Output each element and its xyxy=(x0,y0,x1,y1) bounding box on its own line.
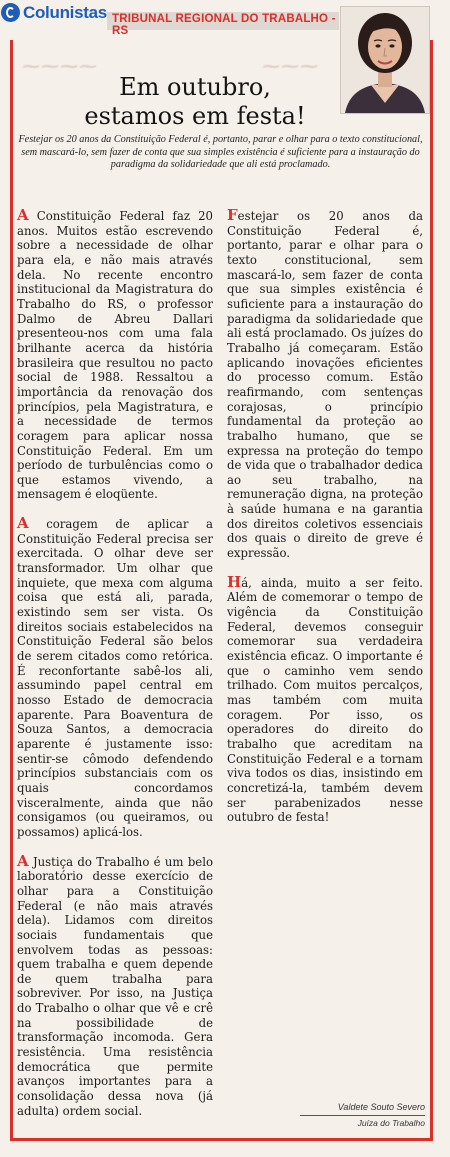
drop-cap: A xyxy=(17,851,29,870)
show-through-text-left: ⁓⁓⁓⁓ xyxy=(22,56,98,77)
paragraph-2 xyxy=(17,516,213,839)
paragraph-1 xyxy=(17,208,213,502)
author-signature xyxy=(300,1102,425,1128)
headline-line-2: estamos em festa! xyxy=(84,102,306,131)
tribunal-label: TRIBUNAL REGIONAL DO TRABALHO - RS xyxy=(112,13,336,37)
text-column-right xyxy=(227,208,423,839)
paragraph-5 xyxy=(227,572,423,825)
drop-cap: A xyxy=(17,514,29,533)
colunistas-logo-icon xyxy=(1,3,20,22)
paragraph-3 xyxy=(17,851,213,1119)
paragraph-text: á, ainda, muito a ser feito. Além de comemorar o tempo de vigência da Constituição Federal, devemos conseguir comemorar sua verdadeira existência eficaz. O importante é que o caminho vem sendo trilhado. Com muitos percalços, mas também com muita coragem. Por isso, os operadores do direito do trabalho que acreditam na Constituição Federal e a tornam viva todos os dias, insistindo em concretizá-la, também devem ser parabenizados nesse outubro de festa! xyxy=(227,575,423,825)
drop-cap: F xyxy=(227,206,238,224)
paragraph-text: estejar os 20 anos da Constituição Federal é, portanto, parar e olhar para o texto constitucional, sem mascará-lo, sem fazer de conta que sua simples existência é suficiente para a instauração do paradigma da solidariedade que ali está proclamado. Os juízes do Trabalho já começaram. Estão aplicando inovações eficientes do processo comum. Estão reafirmando, com sentenças corajosas, o princípio fundamental da proteção ao trabalho humano, que se expressa na proteção do tempo de vida que o trabalhador dedica ao seu trabalho, na remuneração digna, na proteção à saúde humana e na garantia dos direitos coletivos essenciais dos quais o direito de greve é expressão. xyxy=(227,209,423,561)
headline xyxy=(60,73,330,131)
paragraph-text: Constituição Federal faz 20 anos. Muitos estão escrevendo sobre a necessidade de olhar para ela, e não mais através dela. No recente encontro institucional da Magistratura do Trabalho do RS, o professor Dalmo de Abreu Dallari presenteou-nos com uma fala brilhante acerca da história brasileira que resultou no pacto social de 1988. Ressaltou a importância da renovação dos princípios, pela Magistratura, e a necessidade de termos coragem para aplicar nossa Constituição Federal. Em um período de turbulências como o que estamos vivendo, a mensagem é eloqüente. xyxy=(17,209,213,502)
author-name: Valdete Souto Severo xyxy=(337,1102,425,1112)
paragraph-text: Justiça do Trabalho é um belo laboratório desse exercício de olhar para a Constituição Federal (e não mais através dela). Lidamos com direitos sociais fundamentais que envolvem todas as pessoas: quem trabalha e quem depende de quem trabalha para sobreviver. Por isso, na Justiça do Trabalho o olhar que vê e crê na possibilidade de transformação incomoda. Gera resistência. Uma resistência democrática que permite avanços importantes para a consolidação dessa nova (já adulta) ordem social. xyxy=(17,854,213,1118)
paragraph-text: coragem de aplicar a Constituição Federal precisa ser exercitada. O olhar deve ser transformador. Um olhar que inquiete, que mexa com alguma coisa que está ali, parada, existindo sem ser vista. Os direitos sociais estabelecidos na Constituição Federal são belos de serem citados como retórica. É reconfortante sabê-los ali, assumindo papel central em nosso Estado de democracia aparente. Para Boaventura de Souza Santos, a democracia aparente é justamente isso: sentir-se cômodo defendendo princípios substanciais com os quais concordamos visceralmente, ainda que não consigamos (ou queiramos, ou possamos) aplicá-los. xyxy=(17,517,213,839)
text-column-left xyxy=(17,208,213,1132)
headline-line-1: Em outubro, xyxy=(119,73,271,102)
drop-cap: A xyxy=(17,206,29,224)
author-portrait xyxy=(340,6,430,114)
author-photo-icon xyxy=(341,7,429,113)
signature-divider xyxy=(300,1115,425,1116)
lead-paragraph: Festejar os 20 anos da Constituição Federal é, portanto, parar e olhar para o texto constitucional, sem mascará-lo, sem fazer de conta que sua simples existência é suficiente para a instauração do paradigma da solidariedade que ali está proclamado. xyxy=(18,134,423,171)
show-through-text-right: ⁓⁓⁓ xyxy=(262,56,319,77)
paragraph-4 xyxy=(227,208,423,561)
column-header xyxy=(0,0,340,42)
drop-cap: H xyxy=(227,572,242,591)
frame-rule-left xyxy=(10,40,13,1141)
section-label: Colunistas xyxy=(23,3,107,22)
author-role: Juíza do Trabalho xyxy=(357,1118,425,1128)
frame-rule-right xyxy=(430,40,433,1141)
frame-rule-bottom xyxy=(10,1138,433,1141)
